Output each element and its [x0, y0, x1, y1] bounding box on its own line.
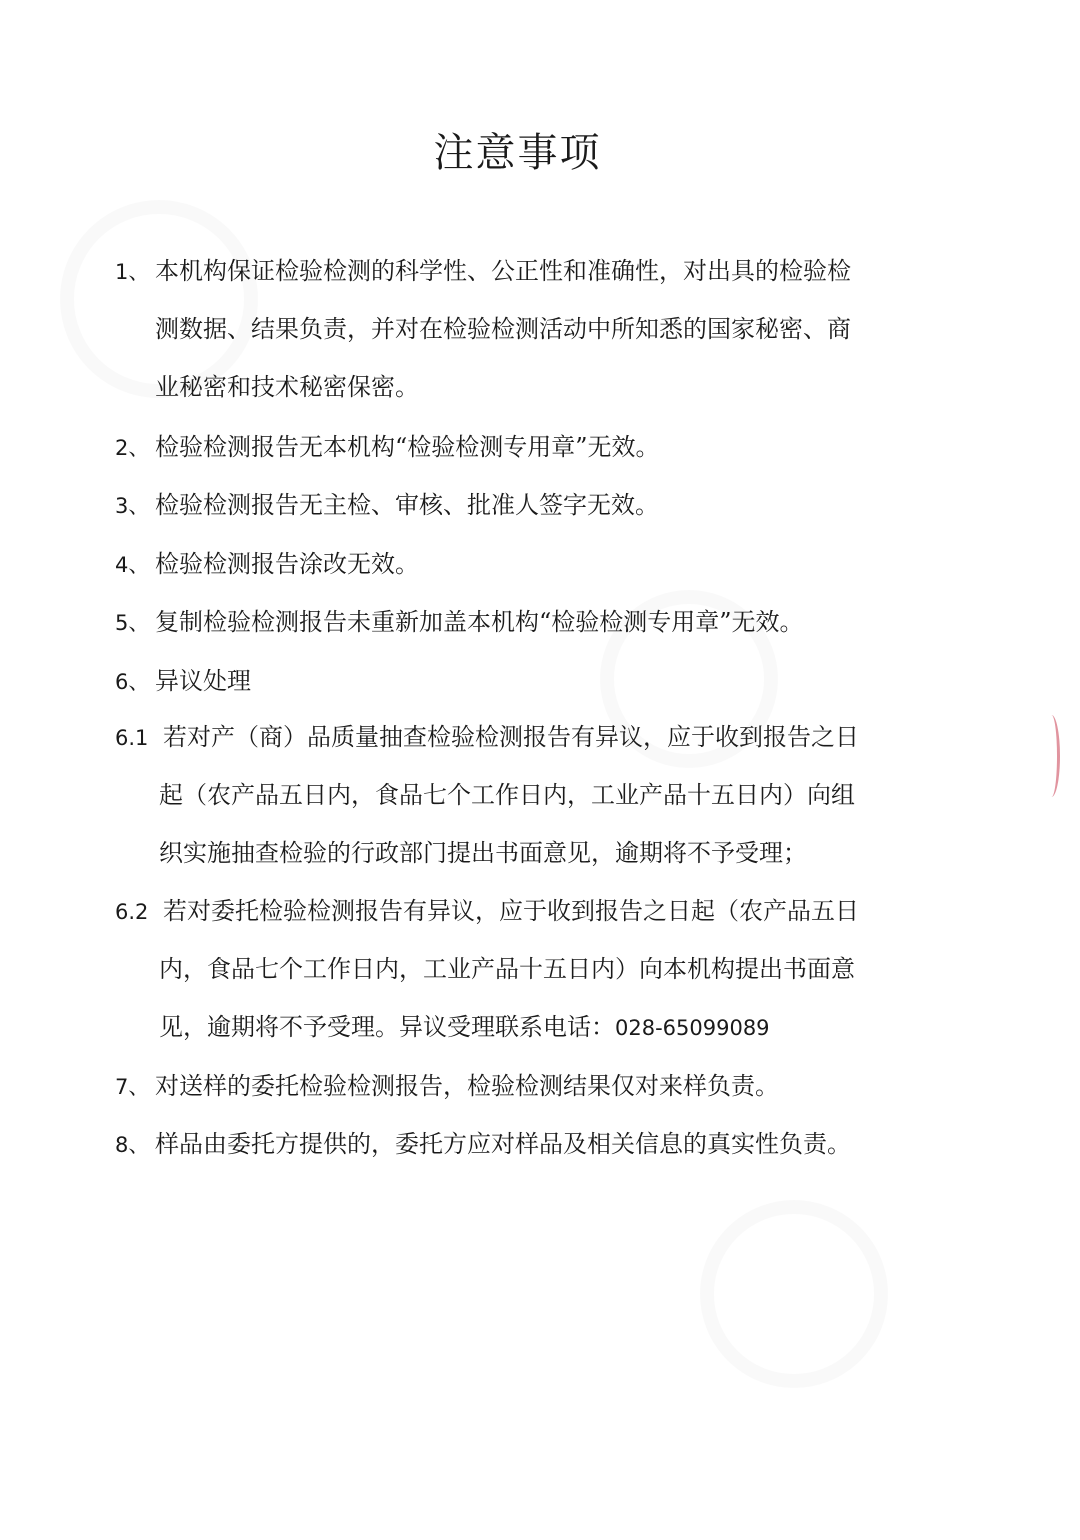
item-number: 3、: [115, 494, 150, 518]
notice-item-1: [115, 242, 945, 416]
item-number: 2、: [115, 436, 150, 460]
item-number: 4、: [115, 553, 150, 577]
item-text-line: 检验检测报告无主检、审核、批准人签字无效。: [155, 491, 659, 519]
item-number: 8、: [115, 1133, 150, 1157]
item-number: 6.1: [115, 726, 149, 750]
page-title: 注意事项: [433, 130, 602, 176]
notice-item-6: [115, 652, 945, 710]
notice-item-5: [115, 593, 945, 651]
notice-item-6-1: [115, 708, 945, 882]
item-text-line: 内，食品七个工作日内，工业产品十五日内）向本机构提出书面意: [159, 955, 855, 983]
notice-item-4: [115, 535, 945, 593]
item-text-line: 若对委托检验检测报告有异议，应于收到报告之日起（农产品五日: [163, 897, 859, 925]
item-text-line: 若对产（商）品质量抽查检验检测报告有异议，应于收到报告之日: [163, 723, 859, 751]
item-text-line: 异议处理: [155, 667, 251, 695]
watermark-logo: [700, 1200, 888, 1388]
item-text-line: 织实施抽查检验的行政部门提出书面意见，逾期将不予受理；: [159, 839, 807, 867]
item-text-line: 对送样的委托检验检测报告，检验检测结果仅对来样负责。: [155, 1072, 779, 1100]
item-text-line: 测数据、结果负责，并对在检验检测活动中所知悉的国家秘密、商: [155, 315, 851, 343]
item-number: 6、: [115, 670, 150, 694]
notice-item-8: [115, 1115, 945, 1173]
notice-item-3: [115, 476, 945, 534]
item-number: 6.2: [115, 900, 149, 924]
item-text-line: 起（农产品五日内，食品七个工作日内，工业产品十五日内）向组: [159, 781, 855, 809]
item-text-line: 见，逾期将不予受理。异议受理联系电话：: [159, 1013, 615, 1041]
item-text-line: 检验检测报告无本机构“检验检测专用章”无效。: [155, 433, 660, 461]
notice-item-6-2: [115, 882, 945, 1056]
item-text-line: 本机构保证检验检测的科学性、公正性和准确性，对出具的检验检: [155, 257, 851, 285]
item-text-line: 业秘密和技术秘密保密。: [155, 373, 419, 401]
item-text-line: 样品由委托方提供的，委托方应对样品及相关信息的真实性负责。: [155, 1130, 851, 1158]
item-number: 1、: [115, 260, 150, 284]
notice-item-7: [115, 1057, 945, 1115]
seal-edge-mark: [1043, 715, 1060, 797]
item-text-line: 检验检测报告涂改无效。: [155, 550, 419, 578]
item-number: 7、: [115, 1075, 150, 1099]
item-text-line: 复制检验检测报告未重新加盖本机构“检验检测专用章”无效。: [155, 608, 804, 636]
contact-phone: 028-65099089: [615, 1016, 770, 1040]
notice-item-2: [115, 418, 945, 476]
item-number: 5、: [115, 611, 150, 635]
